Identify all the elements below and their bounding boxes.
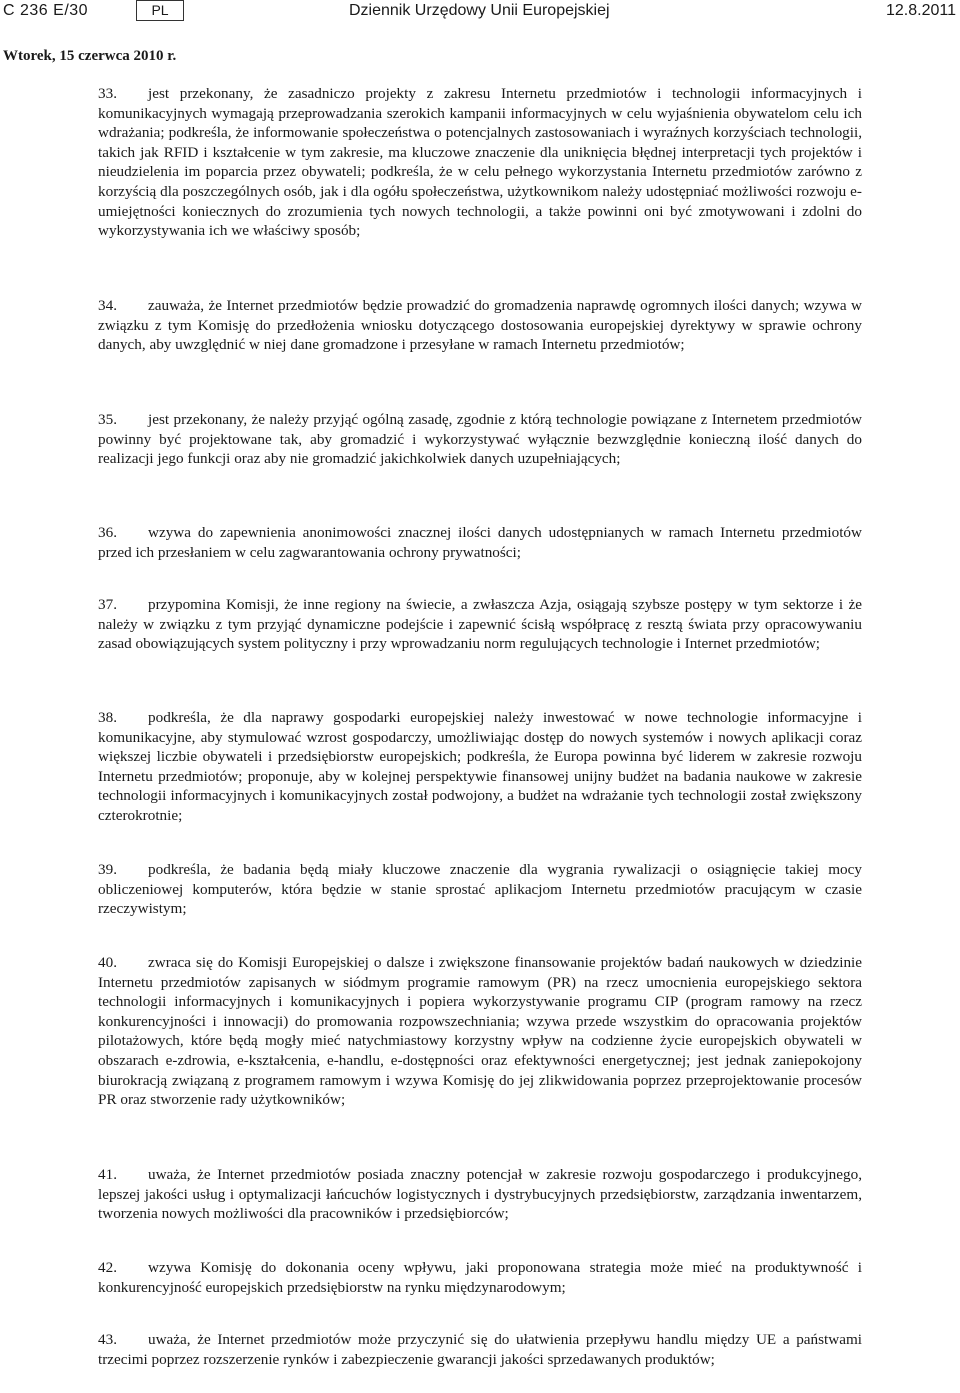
paragraph-number: 37. [98,596,117,613]
paragraph-35 [98,410,862,469]
paragraph-text: uważa, że Internet przedmiotów posiada znaczny potencjał w zakresie rozwoju gospodarczego i produkcyjnego, lepszej jakości usług i optymalizacji łańcuchów logistycznych i dystrybucyjnych przedsiębiorstw, zarządzania inwentarzem, tworzenia nowych możliwości dla pracowników i przedsiębiorców; [98,1166,862,1223]
paragraph-number: 41. [98,1166,117,1183]
paragraph-38 [98,708,862,826]
paragraph-number: 39. [98,861,117,878]
page-reference: C 236 E/30 [3,2,89,19]
paragraph-number: 40. [98,954,117,971]
paragraph-text: wzywa Komisję do dokonania oceny wpływu, jaki proponowana strategia może mieć na produktywność i konkurencyjność europejskich przedsiębiorstw na rynku międzynarodowym; [98,1259,862,1296]
paragraph-number: 42. [98,1259,117,1276]
paragraph-36 [98,523,862,562]
paragraph-33 [98,84,862,241]
paragraph-text: zauważa, że Internet przedmiotów będzie prowadzić do gromadzenia naprawdę ogromnych ilości danych; wzywa w związku z tym Komisję do przedłożenia wniosku dotyczącego dostosowania europejskiej dyrektywy w sprawie ochrony danych, aby uwzględnić w niej dane gromadzone i przesyłane w ramach Internetu przedmiotów; [98,297,862,354]
language-code-box: PL [136,0,184,21]
paragraph-number: 43. [98,1331,117,1348]
page-header [0,0,960,30]
paragraph-text: przypomina Komisji, że inne regiony na świecie, a zwłaszcza Azja, osiągają szybsze postępy w tym sektorze i że należy w związku z tym przyjąć dynamiczne podejście i zapewnić ścisłą współpracę z resztą świata przy opracowywaniu zasad obowiązujących system polityczny i przy wprowadzaniu norm regulujących technologie i Internet przedmiotów; [98,596,862,653]
paragraph-37 [98,595,862,654]
paragraph-text: jest przekonany, że zasadniczo projekty z zakresu Internetu przedmiotów i technologii informacyjnych i komunikacyjnych wymagają przeprowadzania szerokich kampanii informacyjnych w celu wyjaśnienia obywatelom celu ich wdrażania; podkreśla, że informowanie społeczeństwa o potencjalnych zastosowaniach i wyraźnych korzyściach technologii, takich jak RFID i kształcenie w tym zakresie, ma kluczowe znaczenie dla uniknięcia błędnej interpretacji tych projektów i nieudzielenia im poparcia przez obywateli; podkreśla, że w celu pełnego wykorzystania Internetu przedmiotów zarówno z korzyścią dla poszczególnych osób, jak i dla ogółu społeczeństwa, użytkownikom należy udostępniać możliwości rozwoju e-umiejętności koniecznych do zrozumienia tych nowych technologii, a także powinni oni być zmotywowani i zdolni do wykorzystywania ich we właściwy sposób; [98,85,862,240]
paragraph-text: uważa, że Internet przedmiotów może przyczynić się do ułatwienia przepływu handlu między UE a państwami trzecimi poprzez rozszerzenie rynków i zabezpieczenie gwarancji jakości sprzedawanych produktów; [98,1331,862,1368]
paragraph-40 [98,953,862,1110]
paragraph-text: zwraca się do Komisji Europejskiej o dalsze i zwiększone finansowanie projektów badań naukowych w dziedzinie Internetu przedmiotów zapisanych w siódmym programie ramowym (PR) na rzecz umocnienia europejskiego sektora technologii informacyjnych i komunikacyjnych i popiera wykorzystywanie programu CIP (program ramowy na rzecz konkurencyjności i innowacji) do promowania rozpowszechniania; wzywa przede wszystkim do opracowania projektów pilotażowych, które będą mogły mieć natychmiastowy korzystny wpływ na codzienne życie europejskich obywateli w obszarach e-zdrowia, e-kształcenia, e-handlu, e-dostępności oraz efektywności energetycznej; jest jednak zaniepokojony biurokracją związaną z programem ramowym i wzywa Komisję do jej zlikwidowania poprzez przeprojektowanie procesów PR oraz stworzenie rady użytkowników; [98,954,862,1109]
paragraph-text: jest przekonany, że należy przyjąć ogólną zasadę, zgodnie z którą technologie powiązane z Internetem przedmiotów powinny być projektowane tak, aby gromadzić i wykorzystywać wyłącznie bezwzględnie konieczną ilość danych do realizacji jego funkcji oraz aby nie gromadzić jakichkolwiek danych uzupełniających; [98,411,862,468]
paragraph-34 [98,296,862,355]
paragraph-number: 36. [98,524,117,541]
paragraph-41 [98,1165,862,1224]
paragraph-42 [98,1258,862,1297]
paragraph-text: wzywa do zapewnienia anonimowości znacznej ilości danych udostępnianych w ramach Internetu przedmiotów przed ich przesłaniem w celu zagwarantowania ochrony prywatności; [98,524,862,561]
sitting-date: Wtorek, 15 czerwca 2010 r. [3,48,177,64]
paragraph-43 [98,1330,862,1369]
publication-date: 12.8.2011 [886,2,956,19]
paragraph-number: 35. [98,411,117,428]
paragraph-39 [98,860,862,919]
paragraph-number: 33. [98,85,117,102]
paragraph-number: 38. [98,709,117,726]
journal-title: Dziennik Urzędowy Unii Europejskiej [349,2,610,19]
paragraph-text: podkreśla, że dla naprawy gospodarki europejskiej należy inwestować w nowe technologie informacyjne i komunikacyjne, aby stymulować wzrost gospodarczy, umożliwiając dostęp do nowych systemów i nowych aplikacji coraz większej liczbie obywateli i przedsiębiorstw europejskich; podkreśla, że Europa powinna być liderem w zakresie rozwoju Internetu przedmiotów; proponuje, aby w kolejnej perspektywie finansowej unijny budżet na badania naukowe w zakresie technologii informacyjnych i komunikacyjnych został podwojony, a budżet na wdrażanie tych technologii został zwiększony czterokrotnie; [98,709,862,824]
paragraph-number: 34. [98,297,117,314]
paragraph-text: podkreśla, że badania będą miały kluczowe znaczenie dla wygrania rywalizacji o osiągnięcie takiej mocy obliczeniowej komputerów, która będzie w stanie sprostać aplikacjom Internetu przedmiotów pracującym w czasie rzeczywistym; [98,861,862,918]
